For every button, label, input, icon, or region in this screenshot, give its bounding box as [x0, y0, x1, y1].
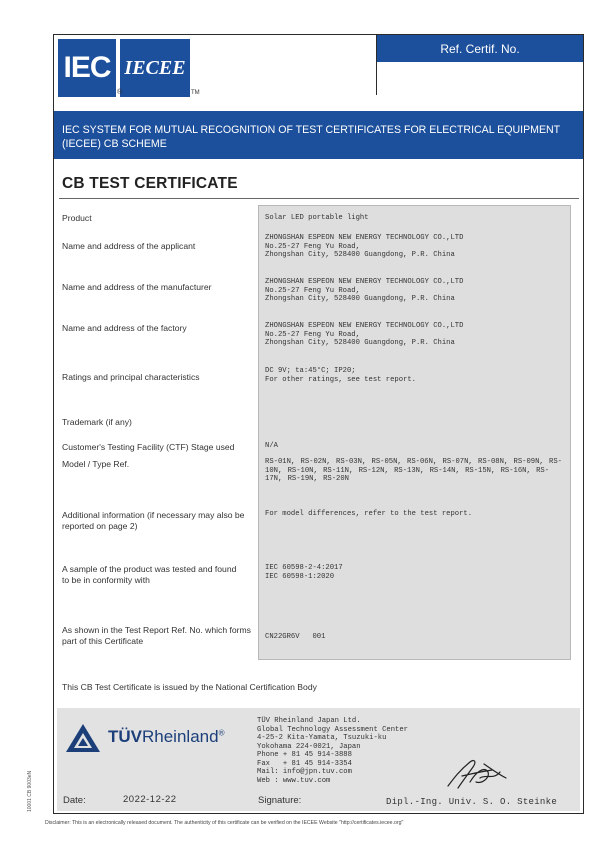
factory-label: Name and address of the factory	[62, 323, 187, 333]
test-report-label: As shown in the Test Report Ref. No. which forms part of this Certificate	[62, 625, 251, 646]
product-label: Product	[62, 213, 92, 223]
additional-info-value: For model differences, refer to the test report.	[265, 510, 473, 518]
signer-name: Dipl.-Ing. Univ. S. O. Steinke	[386, 797, 558, 807]
system-title: IEC SYSTEM FOR MUTUAL RECOGNITION OF TEST CERTIFICATES FOR ELECTRICAL EQUIPMENT (IECEE) CB SCHEME	[54, 111, 583, 159]
tuv-rheinland-logo	[108, 727, 224, 747]
title-divider	[59, 198, 579, 199]
handwritten-signature	[440, 752, 510, 794]
iecee-logo: IECEE	[120, 39, 190, 97]
manufacturer-label: Name and address of the manufacturer	[62, 282, 212, 292]
iec-logo: IEC	[58, 39, 116, 97]
certification-body-address: TÜV Rheinland Japan Ltd. Global Technology Assessment Center 4-25-2 Kita-Yamata, Tsuzuki-ku Yokohama 224-0021, Japan Phone + 81 45 914-3888 Fax + 81 45 914-3354 Mail: info@jpn.tuv.com Web : www.tuv.com	[257, 717, 408, 785]
ratings-label: Ratings and principal characteristics	[62, 372, 200, 382]
side-form-code: 10001 CB 9003eN	[27, 770, 33, 812]
applicant-value: ZHONGSHAN ESPEON NEW ENERGY TECHNOLOGY CO.,LTD No.25-27 Feng Yu Road, Zhongshan City, 528400 Guangdong, P.R. China	[265, 234, 464, 260]
ratings-value: DC 9V; ta:45°C; IP20; For other ratings, see test report.	[265, 367, 416, 384]
date-label: Date:	[63, 795, 86, 806]
additional-info-label: Additional information (if necessary may also be reported on page 2)	[62, 510, 245, 531]
applicant-label: Name and address of the applicant	[62, 241, 196, 251]
issued-by-text: This CB Test Certificate is issued by the National Certification Body	[62, 682, 317, 692]
product-value: Solar LED portable light	[265, 214, 369, 222]
ref-certif-label: Ref. Certif. No.	[377, 35, 583, 62]
values-panel	[258, 205, 571, 660]
ctf-stage-value: N/A	[265, 442, 278, 450]
factory-value: ZHONGSHAN ESPEON NEW ENERGY TECHNOLOGY CO.,LTD No.25-27 Feng Yu Road, Zhongshan City, 528400 Guangdong, P.R. China	[265, 322, 464, 348]
date-value: 2022-12-22	[123, 794, 177, 805]
header-row	[54, 35, 583, 101]
sample-label: A sample of the product was tested and found to be in conformity with	[62, 564, 237, 585]
model-value: RS-01N, RS-02N, RS-03N, RS-05N, RS-06N, RS-07N, RS-08N, RS-09N, RS-10N, RS-10N, RS-11N, RS-12N, RS-13N, RS-14N, RS-15N, RS-16N, RS-17N, RS-19N, RS-20N	[265, 458, 562, 484]
signature-label: Signature:	[258, 795, 302, 806]
disclaimer-text: Disclaimer: This is an electronically released document. The authenticity of this certificate can be verified on the IECEE Website "http://certificates.iecee.org"	[45, 820, 404, 826]
ref-certif-value	[377, 62, 583, 95]
certificate-title: CB TEST CERTIFICATE	[62, 175, 238, 192]
ctf-stage-label: Customer's Testing Facility (CTF) Stage used	[62, 442, 235, 452]
manufacturer-value: ZHONGSHAN ESPEON NEW ENERGY TECHNOLOGY CO.,LTD No.25-27 Feng Yu Road, Zhongshan City, 528400 Guangdong, P.R. China	[265, 278, 464, 304]
ref-certif-box	[376, 35, 583, 95]
tuv-logo-bold: TÜV	[108, 727, 142, 746]
model-label: Model / Type Ref.	[62, 459, 130, 469]
sample-value: IEC 60598-2-4:2017 IEC 60598-1:2020	[265, 564, 343, 581]
tuv-registered-mark: ®	[218, 728, 225, 738]
tuv-triangle-icon	[64, 722, 102, 754]
trademark-mark: TM	[191, 90, 200, 96]
registered-mark: ®	[117, 89, 123, 96]
trademark-label: Trademark (if any)	[62, 417, 132, 427]
tuv-logo-rest: Rheinland	[142, 727, 219, 746]
test-report-value: CN22GR6V 001	[265, 633, 326, 641]
